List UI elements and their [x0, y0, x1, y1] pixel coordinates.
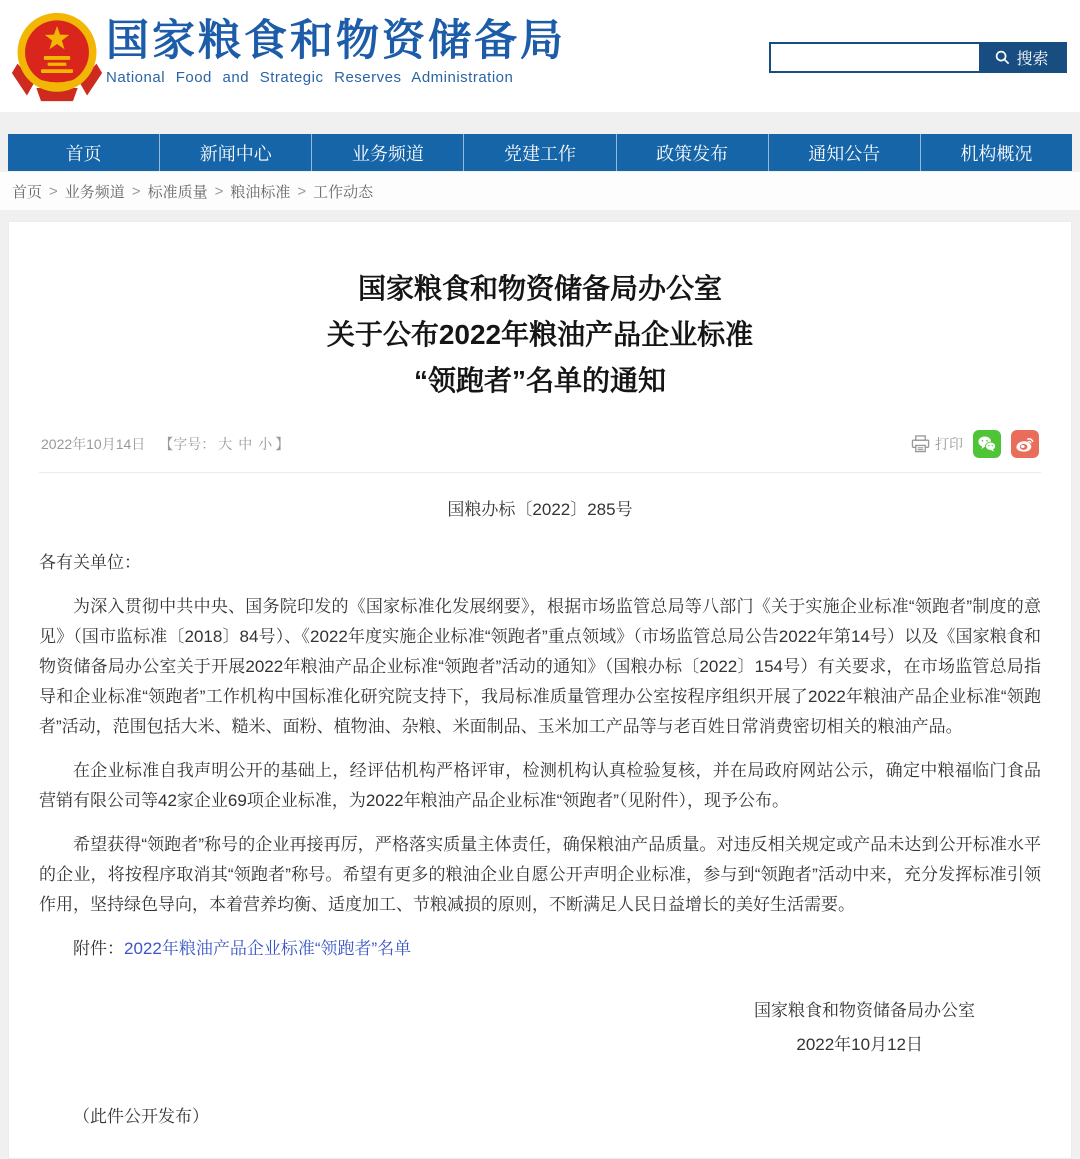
print-button[interactable] [911, 434, 963, 454]
search-box [769, 42, 1067, 73]
share-weibo-button[interactable] [1011, 430, 1039, 458]
search-button-label: 搜索 [1016, 51, 1049, 68]
document-body [39, 548, 1041, 1132]
search-icon [995, 50, 1010, 65]
font-size-control [159, 434, 289, 454]
weibo-icon [1015, 435, 1035, 453]
nav-item-home[interactable]: 首页 [65, 143, 102, 164]
signature-block [39, 994, 1041, 1062]
breadcrumb-business[interactable]: 业务频道 [64, 183, 125, 201]
paragraph-3: 希望获得“领跑者”称号的企业再接再厉，严格落实质量主体责任，确保粮油产品质量。对违反相关规定或产品未达到公开标准水平的企业，将按程序取消其“领跑者”称号。希望有更多的粮油企业自愿公开声明企业标准，参与到“领跑者”活动中来，充分发挥标准引领作用，坚持绿色导向，本着营养均衡、适度加工、节粮减损的原则，不断满足人民日益增长的美好生活需要。 [39, 835, 1041, 914]
signature-date: 2022年10月12日 [796, 1035, 923, 1054]
article-title-line-3: “领跑者”名单的通知 [413, 365, 666, 396]
search-input[interactable] [771, 44, 979, 71]
site-name-english: National Food and Strategic Reserves Administration [106, 69, 514, 86]
wechat-icon [977, 435, 997, 453]
search-button[interactable] [979, 44, 1065, 71]
salutation: 各有关单位： [39, 553, 141, 572]
attachment-label: 附件： [73, 939, 124, 958]
nav-item-party[interactable]: 党建工作 [463, 134, 615, 171]
attachment-row [39, 934, 1041, 964]
site-header [0, 0, 1080, 112]
breadcrumb-separator: > [49, 182, 58, 200]
breadcrumb [0, 172, 1080, 210]
attachment-link[interactable]: 2022年粮油产品企业标准“领跑者”名单 [124, 939, 412, 958]
breadcrumb-separator: > [214, 182, 224, 200]
printer-icon [911, 435, 930, 453]
paragraph-2: 在企业标准自我声明公开的基础上，经评估机构严格评审，检测机构认真检验复核，并在局政府网站公示，确定中粮福临门食品营销有限公司等42家企业69项企业标准，为2022年粮油产品企业标准“领跑者”（见附件），现予公布。 [39, 761, 1041, 810]
breadcrumb-separator: > [297, 182, 307, 200]
site-name: 国家粮食和物资储备局 [106, 17, 566, 65]
paragraph-1: 为深入贯彻中共中央、国务院印发的《国家标准化发展纲要》，根据市场监管总局等八部门《关于实施企业标准“领跑者”制度的意见》（国市监标准〔2018〕84号）、《2022年度实施企业标准“领跑者”重点领域》（市场监管总局公告2022年第14号）以及《国家粮食和物资储备局办公室关于开展2022年粮油产品企业标准“领跑者”活动的通知》（国粮办标〔2022〕154号）有关要求，在市场监管总局指导和企业标准“领跑者”工作机构中国标准化研究院支持下，我局标准质量管理办公室按程序组织开展了2022年粮油产品企业标准“领跑者”活动，范围包括大米、糙米、面粉、植物油、杂粮、米面制品、玉米加工产品等与老百姓日常消费密切相关的粮油产品。 [39, 597, 1041, 736]
public-release-note: （此件公开发布） [73, 1107, 209, 1126]
nav-item-business[interactable]: 业务频道 [311, 134, 463, 171]
font-size-small[interactable]: 小 [258, 436, 273, 452]
publish-date: 2022年10月14日 [41, 436, 146, 452]
breadcrumb-home[interactable]: 首页 [12, 183, 43, 201]
breadcrumb-standards[interactable]: 标准质量 [147, 183, 208, 201]
article-title [39, 266, 1041, 404]
main-navigation [8, 134, 1072, 171]
font-size-medium[interactable]: 中 [238, 436, 253, 452]
signature-issuer: 国家粮食和物资储备局办公室 [754, 1001, 975, 1020]
nav-item-policy[interactable]: 政策发布 [616, 134, 768, 171]
article-container [8, 221, 1072, 1159]
font-size-label-close: 】 [275, 436, 290, 452]
national-emblem-logo [10, 9, 104, 105]
header-nav-gap [0, 112, 1080, 134]
breadcrumb-separator: > [131, 182, 141, 200]
nav-item-notices[interactable]: 通知公告 [768, 134, 920, 171]
print-label: 打印 [935, 436, 963, 452]
nav-item-organization[interactable]: 机构概况 [920, 134, 1072, 171]
article-title-line-2: 关于公布2022年粮油产品企业标准 [326, 319, 754, 350]
nav-item-news[interactable]: 新闻中心 [159, 134, 311, 171]
share-wechat-button[interactable] [973, 430, 1001, 458]
article-title-line-1: 国家粮食和物资储备局办公室 [357, 273, 722, 304]
breadcrumb-grain-oil[interactable]: 粮油标准 [230, 183, 291, 201]
breadcrumb-updates[interactable]: 工作动态 [313, 183, 374, 201]
document-number: 国粮办标〔2022〕285号 [447, 500, 633, 519]
font-size-large[interactable]: 大 [218, 436, 233, 452]
article-meta-row [39, 430, 1041, 473]
font-size-label-open: 【字号： [159, 436, 216, 452]
